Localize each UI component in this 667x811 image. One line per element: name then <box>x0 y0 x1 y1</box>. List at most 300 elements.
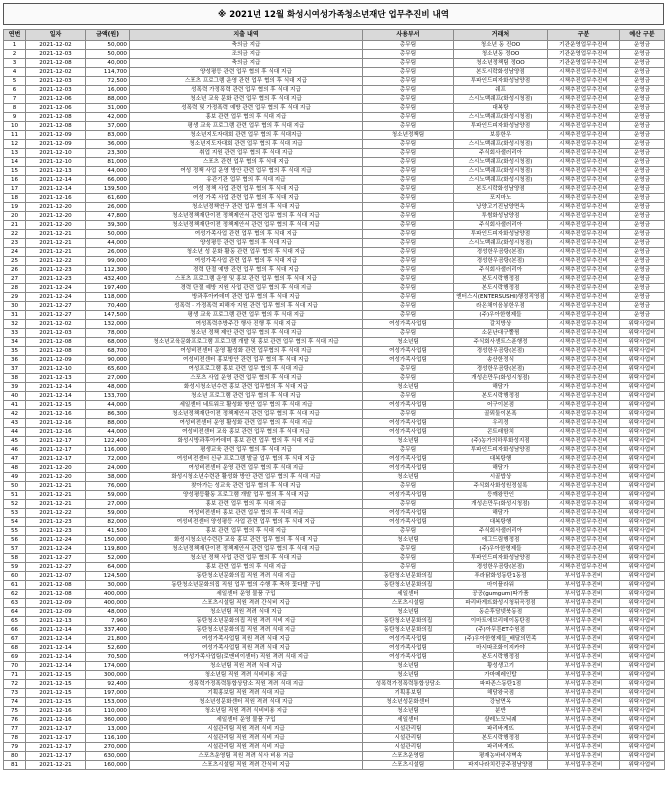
table-row <box>4 122 665 131</box>
row-category: 부서업무추진비 <box>548 725 620 734</box>
row-amount: 37,000 <box>86 122 130 131</box>
row-department: 총무팀 <box>363 275 454 284</box>
table-row <box>4 455 665 464</box>
row-department: 총무팀 <box>363 284 454 293</box>
row-vendor: 이마트에브리데이동탄점 <box>454 617 548 626</box>
row-description: 시설관리팀 직원 격려 식비 지급 <box>130 734 363 743</box>
row-department: 시설관리팀 <box>363 725 454 734</box>
table-row <box>4 311 665 320</box>
row-vendor: 등깨왕만인 <box>454 491 548 500</box>
row-vendor: 시골밥상 <box>454 473 548 482</box>
row-no: 20 <box>4 212 26 221</box>
row-no: 25 <box>4 257 26 266</box>
row-category: 부서업무추진비 <box>548 752 620 761</box>
table-row <box>4 194 665 203</box>
row-amount: 41,500 <box>86 527 130 536</box>
table-row <box>4 329 665 338</box>
row-amount: 31,000 <box>86 104 130 113</box>
row-date: 2021-12-03 <box>26 329 86 338</box>
table-row <box>4 167 665 176</box>
table-row <box>4 203 665 212</box>
row-description: 여성비전센터 운영 활성화 관련 업무 협의 후 식대 지급 <box>130 419 363 428</box>
row-date: 2021-12-20 <box>26 473 86 482</box>
row-budget: 운영금 <box>620 194 665 203</box>
row-no: 75 <box>4 707 26 716</box>
row-vendor: 쉐프 <box>454 86 548 95</box>
row-amount: 44,000 <box>86 428 130 437</box>
row-budget: 위탁사업비 <box>620 536 665 545</box>
row-vendor: 경성한우곰탕(본점) <box>454 365 548 374</box>
row-category: 시책추진업무추진비 <box>548 410 620 419</box>
row-date: 2021-12-13 <box>26 617 86 626</box>
row-category: 시책추진업무추진비 <box>548 275 620 284</box>
row-budget: 위탁사업비 <box>620 725 665 734</box>
row-vendor: 소문난대구뽈찜 <box>454 329 548 338</box>
table-row <box>4 59 665 68</box>
row-description: 세일센터 운영 물품 구입 <box>130 590 363 599</box>
row-budget: 위탁사업비 <box>620 374 665 383</box>
table-row <box>4 437 665 446</box>
row-date: 2021-12-08 <box>26 347 86 356</box>
table-row <box>4 374 665 383</box>
row-department: 총무팀 <box>363 113 454 122</box>
row-description: 성폭력 가정폭력 관련 업무 협의 후 식대 지급 <box>130 86 363 95</box>
row-vendor: 본도시락행정점 <box>454 284 548 293</box>
row-amount: 24,000 <box>86 464 130 473</box>
row-budget: 위탁사업비 <box>620 320 665 329</box>
row-no: 44 <box>4 428 26 437</box>
row-budget: 위탁사업비 <box>620 563 665 572</box>
table-row <box>4 113 665 122</box>
row-no: 39 <box>4 383 26 392</box>
row-date: 2021-12-02 <box>26 41 86 50</box>
row-amount: 13,000 <box>86 725 130 734</box>
row-description: 여성비전센터 신규 프로그램 발굴 업무 협의 후 식대 지급 <box>130 455 363 464</box>
row-department: 총무팀 <box>363 50 454 59</box>
row-category: 부서업무추진비 <box>548 671 620 680</box>
row-amount: 72,500 <box>86 77 130 86</box>
row-date: 2021-12-09 <box>26 608 86 617</box>
row-department: 총무팀 <box>363 194 454 203</box>
table-row <box>4 527 665 536</box>
row-department: 스포츠운영팀 <box>363 752 454 761</box>
row-budget: 위탁사업비 <box>620 707 665 716</box>
row-vendor: 스시노백쉐프(화성시청점) <box>454 167 548 176</box>
row-vendor: 마시따조화이지카야 <box>454 644 548 653</box>
row-description: 양성평등 관련 업무 협의 후 식대 지급 <box>130 68 363 77</box>
row-budget: 위탁사업비 <box>620 635 665 644</box>
row-budget: 위탁사업비 <box>620 437 665 446</box>
header-description: 지출 내역 <box>130 30 363 41</box>
row-no: 36 <box>4 356 26 365</box>
row-description: 스포츠 프로그램 운영 관련 업무 협의 후 식대 지급 <box>130 77 363 86</box>
row-department: 청소년팀 <box>363 536 454 545</box>
row-department: 총무팀 <box>363 158 454 167</box>
row-no: 8 <box>4 104 26 113</box>
row-category: 시책추진업무추진비 <box>548 347 620 356</box>
row-category: 시책추진업무추진비 <box>548 500 620 509</box>
row-description: 청소년팀 직원 격려 식대 지급 <box>130 608 363 617</box>
row-category: 시책추진업무추진비 <box>548 320 620 329</box>
row-no: 48 <box>4 464 26 473</box>
row-no: 27 <box>4 275 26 284</box>
row-amount: 88,000 <box>86 95 130 104</box>
row-amount: 16,000 <box>86 86 130 95</box>
row-budget: 위탁사업비 <box>620 356 665 365</box>
row-vendor: 경성한우곰탕(본점) <box>454 563 548 572</box>
row-budget: 운영금 <box>620 50 665 59</box>
row-amount: 39,300 <box>86 221 130 230</box>
row-date: 2021-12-02 <box>26 68 86 77</box>
row-amount: 78,000 <box>86 329 130 338</box>
row-budget: 운영금 <box>620 167 665 176</box>
table-row <box>4 590 665 599</box>
row-description: 여성 가족 사업 관련 업무 협의 후 식대 지급 <box>130 194 363 203</box>
row-category: 부서업무추진비 <box>548 599 620 608</box>
row-no: 5 <box>4 77 26 86</box>
expense-table <box>3 29 665 770</box>
row-no: 80 <box>4 752 26 761</box>
row-amount: 116,000 <box>86 446 130 455</box>
row-no: 7 <box>4 95 26 104</box>
table-row <box>4 365 665 374</box>
row-no: 59 <box>4 563 26 572</box>
row-description: 방과후아카데미 관련 업무 협의 후 식대 지급 <box>130 293 363 302</box>
row-date: 2021-12-24 <box>26 545 86 554</box>
row-no: 38 <box>4 374 26 383</box>
row-description: 평생교육 관련 업무 협의 후 식대 지급 <box>130 446 363 455</box>
row-vendor: (주)우아한형제들 <box>454 311 548 320</box>
row-department: 여성가족사업팀 <box>363 509 454 518</box>
row-date: 2021-12-10 <box>26 149 86 158</box>
table-row <box>4 149 665 158</box>
row-date: 2021-12-21 <box>26 482 86 491</box>
row-date: 2021-12-14 <box>26 662 86 671</box>
row-amount: 47,800 <box>86 212 130 221</box>
row-amount: 44,000 <box>86 167 130 176</box>
table-row <box>4 212 665 221</box>
row-description: 시설관리팀 직원 격려 식비 지급 <box>130 743 363 752</box>
row-description: 청소년교육문화프로그램 프로그램 개발 및 홍보 관련 업무 협의 후 식대 지급 <box>130 338 363 347</box>
row-amount: 139,500 <box>86 185 130 194</box>
row-category: 부서업무추진비 <box>548 635 620 644</box>
table-row <box>4 239 665 248</box>
table-row <box>4 401 665 410</box>
row-category: 시책추진업무추진비 <box>548 509 620 518</box>
row-no: 13 <box>4 149 26 158</box>
row-department: 여성가족사업팀 <box>363 635 454 644</box>
row-budget: 운영금 <box>620 68 665 77</box>
row-no: 47 <box>4 455 26 464</box>
row-vendor: 마이플라워 <box>454 581 548 590</box>
row-amount: 116,100 <box>86 734 130 743</box>
table-row <box>4 410 665 419</box>
row-description: 경력 단절 예방 관련 업무 협의 후 식대 지급 <box>130 266 363 275</box>
row-category: 시책추진업무추진비 <box>548 446 620 455</box>
row-date: 2021-12-17 <box>26 455 86 464</box>
row-budget: 위탁사업비 <box>620 419 665 428</box>
row-vendor: 갈치방상 <box>454 320 548 329</box>
row-amount: 40,000 <box>86 59 130 68</box>
table-row <box>4 635 665 644</box>
row-no: 55 <box>4 527 26 536</box>
table-row <box>4 680 665 689</box>
row-amount: 76,000 <box>86 482 130 491</box>
row-vendor: 공공(gumgum)따가품 <box>454 590 548 599</box>
row-category: 시책추진업무추진비 <box>548 455 620 464</box>
row-amount: 88,000 <box>86 419 130 428</box>
row-department: 성폭력가정폭력통합상담소 <box>363 680 454 689</box>
row-vendor: 어구이본점 <box>454 401 548 410</box>
row-description: 청소년정책재단이전 정책제안서 관련 업무 협의 후 식대 지급 <box>130 212 363 221</box>
row-description: 여성 정책 사업 운영 방안 관련 업무 협의 후 식대 지급 <box>130 167 363 176</box>
row-department: 총무팀 <box>363 59 454 68</box>
row-date: 2021-12-17 <box>26 725 86 734</box>
row-amount: 360,000 <box>86 716 130 725</box>
row-category: 시책추진업무추진비 <box>548 392 620 401</box>
table-row <box>4 86 665 95</box>
row-category: 부서업무추진비 <box>548 590 620 599</box>
row-vendor: 동순후담넷북동점 <box>454 608 548 617</box>
row-vendor: (주)농가의하루화성지점 <box>454 437 548 446</box>
row-description: 청소년 교육 문화 관련 업무 협의 후 식대 지급 <box>130 95 363 104</box>
document-title: ※ 2021년 12월 화성시여성가족청소년재단 업무추진비 내역 <box>3 3 664 25</box>
row-vendor: 본도시락화성남양점 <box>454 68 548 77</box>
row-description: 경력 단절 예방 지원 사업 관련 업무 협의 후 식대 지급 <box>130 284 363 293</box>
row-date: 2021-12-21 <box>26 248 86 257</box>
row-amount: 72,000 <box>86 455 130 464</box>
row-date: 2021-12-24 <box>26 284 86 293</box>
row-budget: 위탁사업비 <box>620 554 665 563</box>
row-date: 2021-12-16 <box>26 716 86 725</box>
row-vendor: 에그드림행정점 <box>454 536 548 545</box>
row-department: 총무팀 <box>363 446 454 455</box>
table-row <box>4 743 665 752</box>
row-description: 청소년지도자대회 관련 업무 협의 후 식대지급 <box>130 131 363 140</box>
row-budget: 운영금 <box>620 212 665 221</box>
row-budget: 위탁사업비 <box>620 482 665 491</box>
row-category: 시책추진업무추진비 <box>548 113 620 122</box>
table-row <box>4 464 665 473</box>
row-no: 29 <box>4 293 26 302</box>
row-vendor: 개성손만두(화성시청점) <box>454 374 548 383</box>
row-date: 2021-12-14 <box>26 635 86 644</box>
row-department: 총무팀 <box>363 239 454 248</box>
row-description: 청소년정책연구 관련 업무 협의 후 식대 지급 <box>130 203 363 212</box>
row-no: 18 <box>4 194 26 203</box>
row-budget: 위탁사업비 <box>620 671 665 680</box>
row-date: 2021-12-09 <box>26 140 86 149</box>
row-description: 성폭력 및 가정폭력 예방 관련 업무 협의 후 식대 지급 <box>130 104 363 113</box>
row-department: 총무팀 <box>363 293 454 302</box>
table-header-row <box>4 30 665 41</box>
row-budget: 위탁사업비 <box>620 491 665 500</box>
row-no: 4 <box>4 68 26 77</box>
row-no: 16 <box>4 176 26 185</box>
row-description: 여성가족사업팀 직원 격려 식대 지급 <box>130 635 363 644</box>
table-row <box>4 446 665 455</box>
row-vendor: 파리바게뜨 <box>454 743 548 752</box>
row-vendor: 분반 <box>454 707 548 716</box>
row-department: 총무팀 <box>363 482 454 491</box>
row-budget: 운영금 <box>620 293 665 302</box>
row-category: 시책추진업무추진비 <box>548 419 620 428</box>
table-row <box>4 473 665 482</box>
row-no: 51 <box>4 491 26 500</box>
row-vendor: 본도시락행정점 <box>454 734 548 743</box>
row-no: 79 <box>4 743 26 752</box>
row-category: 시책추진업무추진비 <box>548 131 620 140</box>
row-budget: 위탁사업비 <box>620 716 665 725</box>
row-amount: 42,000 <box>86 113 130 122</box>
row-vendor: (주)우아한형제들_배달의민족 <box>454 635 548 644</box>
row-no: 19 <box>4 203 26 212</box>
row-date: 2021-12-27 <box>26 554 86 563</box>
row-budget: 위탁사업비 <box>620 608 665 617</box>
row-date: 2021-12-09 <box>26 131 86 140</box>
row-budget: 운영금 <box>620 158 665 167</box>
table-row <box>4 653 665 662</box>
row-description: 동탄청소년문화의집 직원 격려 식대 지급 <box>130 572 363 581</box>
table-row <box>4 698 665 707</box>
row-date: 2021-12-17 <box>26 437 86 446</box>
row-amount: 150,000 <box>86 536 130 545</box>
row-vendor: 본도시락행정점 <box>454 392 548 401</box>
row-budget: 위탁사업비 <box>620 347 665 356</box>
row-description: 스포츠 프로그램 운영 및 홍보 관련 업무 협의 후 식대 지급 <box>130 275 363 284</box>
row-category: 부서업무추진비 <box>548 689 620 698</box>
row-category: 시책추진업무추진비 <box>548 527 620 536</box>
row-budget: 운영금 <box>620 113 665 122</box>
row-description: 홍보 관련 업무 협의 후 식대 지급 <box>130 500 363 509</box>
row-category: 시책추진업무추진비 <box>548 374 620 383</box>
row-department: 청소년팀 <box>363 383 454 392</box>
row-description: 양성평등활동 프로그램 개발 업무 협의 후 식대 지급 <box>130 491 363 500</box>
row-department: 총무팀 <box>363 230 454 239</box>
row-amount: 337,400 <box>86 626 130 635</box>
table-row <box>4 689 665 698</box>
row-budget: 위탁사업비 <box>620 545 665 554</box>
row-description: 여성가족사업팀(로맨비이센터) 직원 격려 식대 지급 <box>130 653 363 662</box>
row-category: 시책추진업무추진비 <box>548 311 620 320</box>
row-date: 2021-12-17 <box>26 752 86 761</box>
row-budget: 운영금 <box>620 257 665 266</box>
row-description: 취업 지원 관련 업무 협의 후 식대 지급 <box>130 149 363 158</box>
row-description: 시설관리팀 직원 격려 식비 지급 <box>130 725 363 734</box>
row-vendor: 평재농바비샤벽속 <box>454 752 548 761</box>
row-date: 2021-12-20 <box>26 464 86 473</box>
row-category: 부서업무추진비 <box>548 608 620 617</box>
row-description: 평생 교육 프로그램 관련 업무 협의 후 식대 지급 <box>130 122 363 131</box>
row-budget: 위탁사업비 <box>620 383 665 392</box>
row-no: 22 <box>4 230 26 239</box>
row-category: 부서업무추진비 <box>548 581 620 590</box>
row-budget: 위탁사업비 <box>620 662 665 671</box>
row-no: 35 <box>4 347 26 356</box>
header-category: 구분 <box>548 30 620 41</box>
row-budget: 운영금 <box>620 95 665 104</box>
table-row <box>4 581 665 590</box>
row-amount: 26,000 <box>86 203 130 212</box>
row-category: 부서업무추진비 <box>548 698 620 707</box>
row-vendor: (주)아무튼ET수원점 <box>454 626 548 635</box>
row-vendor: 투파인드피자화성남양점 <box>454 122 548 131</box>
row-category: 부서업무추진비 <box>548 716 620 725</box>
row-department: 청소년팀 <box>363 662 454 671</box>
row-description: 유관기관 업무 협의 후 식대 지급 <box>130 176 363 185</box>
table-row <box>4 320 665 329</box>
row-budget: 운영금 <box>620 230 665 239</box>
header-date: 일자 <box>26 30 86 41</box>
row-vendor: (주)우아한형제들 <box>454 545 548 554</box>
row-department: 시설관리팀 <box>363 734 454 743</box>
row-vendor: 스시노백쉐프(화성시청점) <box>454 140 548 149</box>
row-budget: 위탁사업비 <box>620 338 665 347</box>
row-department: 총무팀 <box>363 257 454 266</box>
row-budget: 운영금 <box>620 266 665 275</box>
table-row <box>4 716 665 725</box>
row-budget: 위탁사업비 <box>620 329 665 338</box>
row-department: 스포츠시설팀 <box>363 599 454 608</box>
row-department: 세일센터 <box>363 590 454 599</box>
row-budget: 위탁사업비 <box>620 653 665 662</box>
table-row <box>4 734 665 743</box>
row-department: 총무팀 <box>363 41 454 50</box>
row-date: 2021-12-15 <box>26 680 86 689</box>
row-no: 69 <box>4 653 26 662</box>
row-department: 청소년성문화센터 <box>363 698 454 707</box>
row-department: 총무팀 <box>363 149 454 158</box>
row-department: 동탄청소년문화의집 <box>363 617 454 626</box>
row-department: 총무팀 <box>363 410 454 419</box>
row-date: 2021-12-15 <box>26 689 86 698</box>
row-description: 세일센터 운영 물품 구입 <box>130 716 363 725</box>
row-no: 60 <box>4 572 26 581</box>
row-budget: 운영금 <box>620 239 665 248</box>
row-category: 시책추진업무추진비 <box>548 482 620 491</box>
row-vendor: 투파인드피자화성남양점 <box>454 446 548 455</box>
row-amount: 27,000 <box>86 374 130 383</box>
row-vendor: 본도시락행정점 <box>454 653 548 662</box>
row-date: 2021-12-16 <box>26 194 86 203</box>
row-no: 6 <box>4 86 26 95</box>
row-no: 64 <box>4 608 26 617</box>
row-category: 시책추진업무추진비 <box>548 203 620 212</box>
row-category: 시책추진업무추진비 <box>548 437 620 446</box>
row-vendor: 스시노백쉐프(화성시청점) <box>454 113 548 122</box>
table-row <box>4 302 665 311</box>
table-row <box>4 518 665 527</box>
table-row <box>4 671 665 680</box>
row-vendor: 청소년 동 진OO <box>454 41 548 50</box>
row-department: 총무팀 <box>363 203 454 212</box>
row-vendor: 본도시락행정점 <box>454 275 548 284</box>
table-row <box>4 536 665 545</box>
row-date: 2021-12-14 <box>26 176 86 185</box>
row-category: 시책추진업무추진비 <box>548 293 620 302</box>
table-row <box>4 482 665 491</box>
row-no: 78 <box>4 734 26 743</box>
table-row <box>4 545 665 554</box>
row-category: 시책추진업무추진비 <box>548 194 620 203</box>
row-budget: 위탁사업비 <box>620 500 665 509</box>
row-category: 부서업무추진비 <box>548 707 620 716</box>
row-department: 여성가족사업팀 <box>363 518 454 527</box>
row-no: 71 <box>4 671 26 680</box>
row-vendor: 포지마노 <box>454 194 548 203</box>
row-date: 2021-12-08 <box>26 581 86 590</box>
row-department: 여성가족사업팀 <box>363 491 454 500</box>
